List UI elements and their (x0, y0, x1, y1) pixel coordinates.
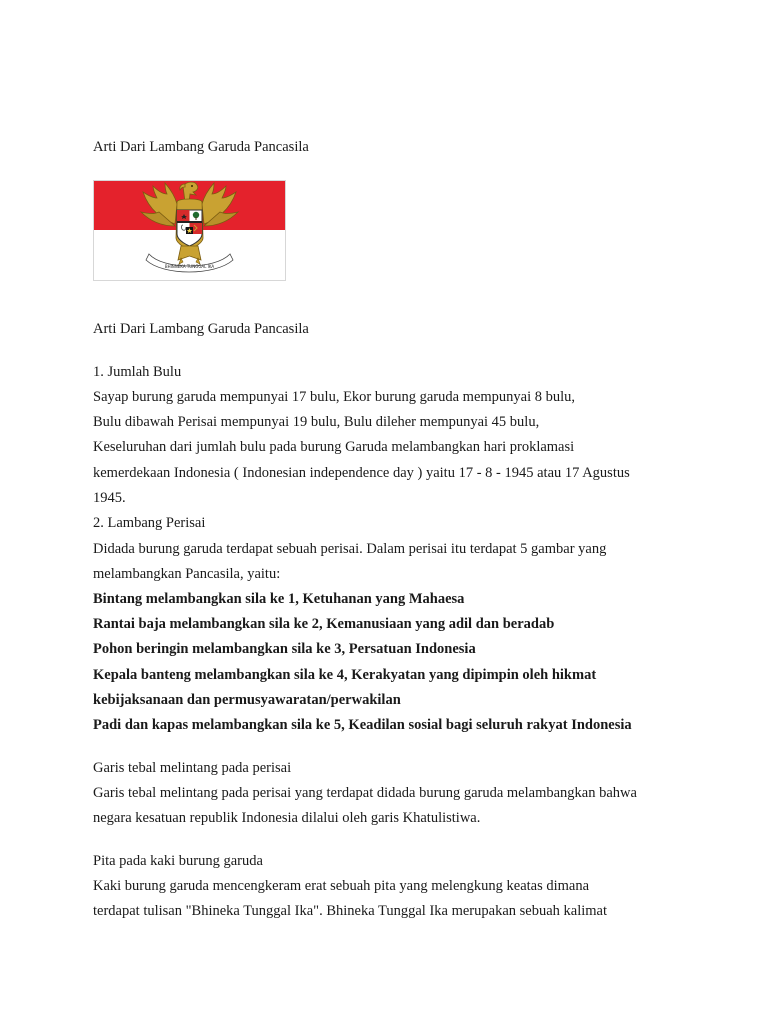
paragraph-line: Keseluruhan dari jumlah bulu pada burung Garuda melambangkan hari proklamasi (93, 439, 575, 455)
paragraph-line: 1945. (93, 490, 126, 506)
pancasila-symbol-line: Rantai baja melambangkan sila ke 2, Kemanusiaan yang adil dan beradab (93, 616, 555, 632)
pancasila-symbol-line: kebijaksanaan dan permusyawaratan/perwakilan (93, 692, 401, 708)
paragraph-line: kemerdekaan Indonesia ( Indonesian independence day ) yaitu 17 - 8 - 1945 atau 17 Agustus (93, 465, 630, 481)
document-title: Arti Dari Lambang Garuda Pancasila (93, 139, 309, 155)
pancasila-symbol-line: Bintang melambangkan sila ke 1, Ketuhanan yang Mahaesa (93, 591, 465, 607)
paragraph-line: Didada burung garuda terdapat sebuah perisai. Dalam perisai itu terdapat 5 gambar yang (93, 541, 607, 557)
paragraph-line: Garis tebal melintang pada perisai yang terdapat didada burung garuda melambangkan bahwa (93, 785, 637, 801)
paragraph-line: Sayap burung garuda mempunyai 17 bulu, Ekor burung garuda mempunyai 8 bulu, (93, 389, 576, 405)
section-heading-pita: Pita pada kaki burung garuda (93, 853, 263, 869)
paragraph-line: Kaki burung garuda mencengkeram erat sebuah pita yang melengkung keatas dimana (93, 878, 590, 894)
paragraph-line: negara kesatuan republik Indonesia dilalui oleh garis Khatulistiwa. (93, 810, 481, 826)
pancasila-symbol-line: Kepala banteng melambangkan sila ke 4, Kerakyatan yang dipimpin oleh hikmat (93, 667, 597, 683)
document-subtitle: Arti Dari Lambang Garuda Pancasila (93, 321, 309, 337)
paragraph-line: Bulu dibawah Perisai mempunyai 19 bulu, Bulu dileher mempunyai 45 bulu, (93, 414, 540, 430)
paragraph-line: melambangkan Pancasila, yaitu: (93, 566, 281, 582)
garuda-pancasila-emblem-icon (93, 180, 286, 281)
ribbon-text: BHINNEKA TUNGGAL IKA (164, 264, 215, 269)
section-heading-lambang-perisai: 2. Lambang Perisai (93, 515, 206, 531)
pancasila-shield (177, 210, 202, 246)
pancasila-symbol-line: Padi dan kapas melambangkan sila ke 5, Keadilan sosial bagi seluruh rakyat Indonesia (93, 717, 632, 733)
paragraph-line: terdapat tulisan "Bhineka Tunggal Ika". Bhineka Tunggal Ika merupakan sebuah kalimat (93, 903, 608, 919)
section-heading-jumlah-bulu: 1. Jumlah Bulu (93, 364, 182, 380)
section-heading-garis-tebal: Garis tebal melintang pada perisai (93, 760, 292, 776)
pancasila-symbol-line: Pohon beringin melambangkan sila ke 3, Persatuan Indonesia (93, 641, 476, 657)
